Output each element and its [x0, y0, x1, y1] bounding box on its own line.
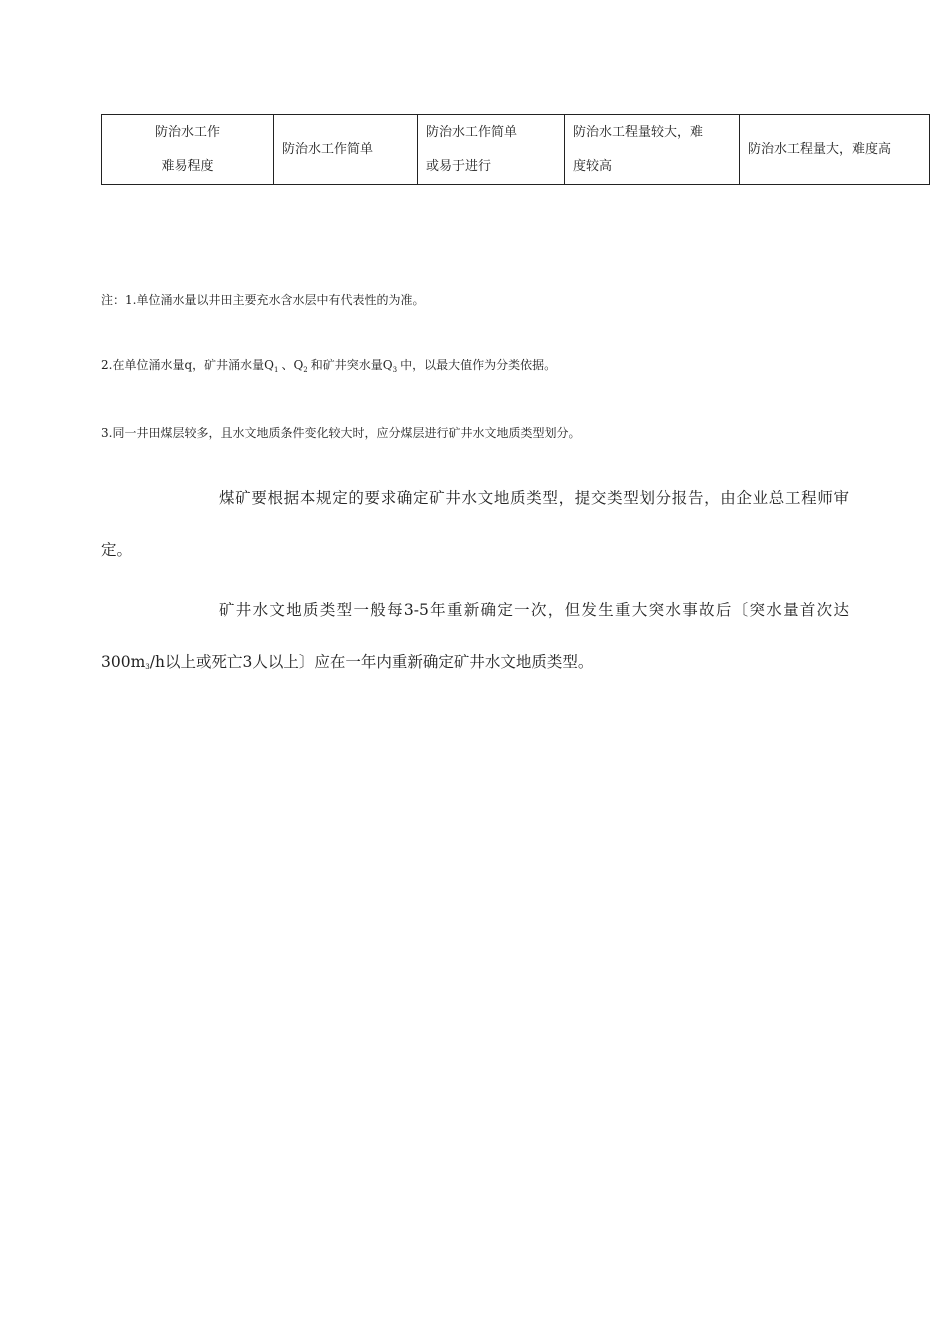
subscript: 1	[273, 366, 279, 374]
cell-text: 防治水工作简单	[282, 141, 374, 157]
cell-text: 防治水工作	[154, 124, 220, 140]
table-cell	[418, 115, 565, 185]
paragraph-2-text: /h以上或死亡3人以上〕应在一年内重新确定矿井水文地质类型。	[149, 653, 594, 671]
subscript: 2	[303, 366, 308, 374]
table-cell	[274, 115, 418, 185]
note-1: 注：1.单位涌水量以井田主要充水含水层中有代表性的为准。	[101, 293, 425, 307]
table-row	[102, 115, 930, 185]
table-cell	[565, 115, 740, 185]
cell-text: 或易于进行	[426, 158, 492, 174]
note-3: 3.同一井田煤层较多，且水文地质条件变化较大时，应分煤层进行矿井水文地质类型划分。	[101, 426, 581, 440]
classification-table	[101, 114, 930, 185]
cell-text: 防治水工作简单	[426, 124, 518, 140]
table-cell	[740, 115, 930, 185]
note-2-text: 2.在单位涌水量q，矿井涌水量Q	[101, 358, 274, 372]
note-2-text: 中，以最大值作为分类依据。	[400, 358, 557, 372]
cell-text: 难易程度	[161, 158, 214, 174]
cell-text: 度较高	[573, 158, 613, 174]
paragraph-2-text: 矿井水文地质类型一般每3-5年重新确定一次，但发生重大突水事故后〔突水量首次达300m	[101, 601, 849, 671]
note-2-text: 、Q	[281, 358, 304, 372]
cell-text: 防治水工程量大，难度高	[748, 141, 892, 157]
cell-text: 防治水工程量较大，难	[573, 124, 704, 140]
note-2	[101, 357, 556, 378]
subscript: 3	[392, 366, 398, 374]
superscript: 3	[145, 663, 150, 671]
paragraph-1: 煤矿要根据本规定的要求确定矿井水文地质类型，提交类型划分报告，由企业总工程师审定。	[101, 489, 849, 559]
paragraph-2	[101, 584, 849, 693]
note-2-text: 和矿井突水量Q	[310, 358, 393, 372]
table-cell-header	[102, 115, 274, 185]
